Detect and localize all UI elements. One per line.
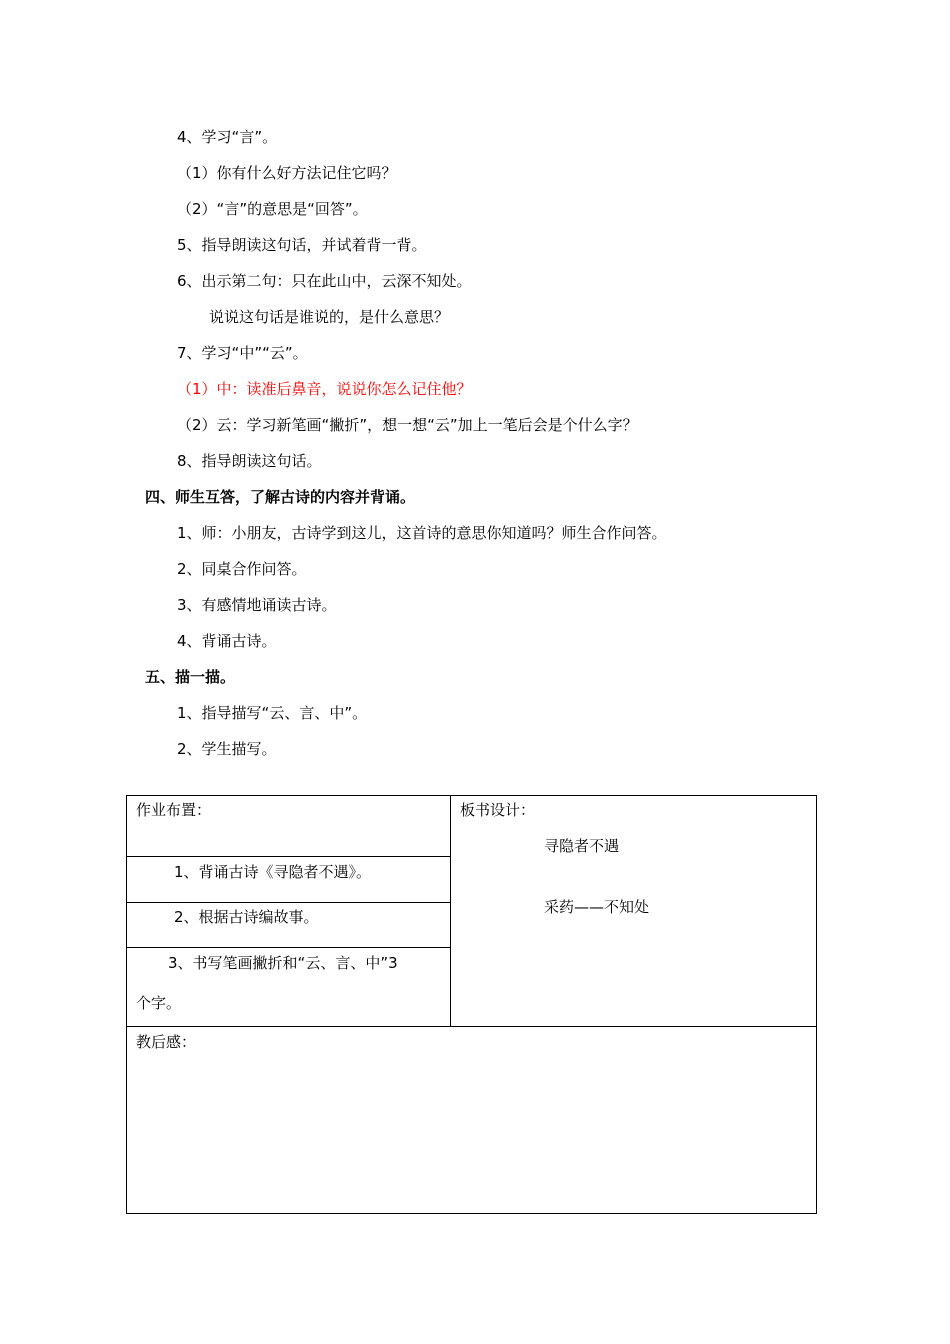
section-4-item-1: 1、师：小朋友，古诗学到这儿，这首诗的意思你知道吗？师生合作问答。 (177, 524, 667, 542)
table-divider (126, 856, 450, 857)
homework-item-3-continued: 个字。 (136, 994, 182, 1012)
step-4-heading: 4、学习“言”。 (177, 128, 278, 146)
lesson-table (126, 795, 817, 1214)
homework-label: 作业布置： (136, 801, 212, 819)
section-4-item-4: 4、背诵古诗。 (177, 632, 277, 650)
board-key-line: 采药——不知处 (544, 898, 650, 916)
step-6-question: 说说这句话是谁说的，是什么意思？ (209, 308, 450, 326)
table-divider (126, 947, 450, 948)
section-5-item-2: 2、学生描写。 (177, 740, 277, 758)
section-4-item-2: 2、同桌合作问答。 (177, 560, 307, 578)
reflection-label: 教后感： (136, 1033, 197, 1051)
homework-item-1: 1、背诵古诗《寻隐者不遇》。 (174, 863, 372, 881)
homework-item-2: 2、根据古诗编故事。 (174, 908, 319, 926)
section-5-heading: 五、描一描。 (145, 668, 236, 686)
board-design-label: 板书设计： (460, 801, 536, 819)
section-4-heading: 四、师生互答，了解古诗的内容并背诵。 (145, 488, 416, 506)
step-7-item-2: （2）云：学习新笔画“撇折”，想一想“云”加上一笔后会是个什么字？ (177, 416, 638, 434)
table-divider (126, 1026, 816, 1027)
table-divider (126, 902, 450, 903)
section-4-item-3: 3、有感情地诵读古诗。 (177, 596, 337, 614)
homework-item-3: 3、书写笔画撇折和“云、言、中”3 (168, 954, 398, 972)
table-divider-vertical (450, 795, 451, 1026)
step-5: 5、指导朗读这句话，并试着背一背。 (177, 236, 427, 254)
step-7-item-1: （1）中：读准后鼻音，说说你怎么记住他？ (177, 380, 472, 398)
step-8: 8、指导朗读这句话。 (177, 452, 322, 470)
board-poem-title: 寻隐者不遇 (544, 837, 620, 855)
step-6: 6、出示第二句：只在此山中，云深不知处。 (177, 272, 472, 290)
step-7-heading: 7、学习“中”“云”。 (177, 344, 308, 362)
step-4-item-2: （2）“言”的意思是“回答”。 (177, 200, 368, 218)
section-5-item-1: 1、指导描写“云、言、中”。 (177, 704, 368, 722)
step-4-item-1: （1）你有什么好方法记住它吗？ (177, 164, 397, 182)
